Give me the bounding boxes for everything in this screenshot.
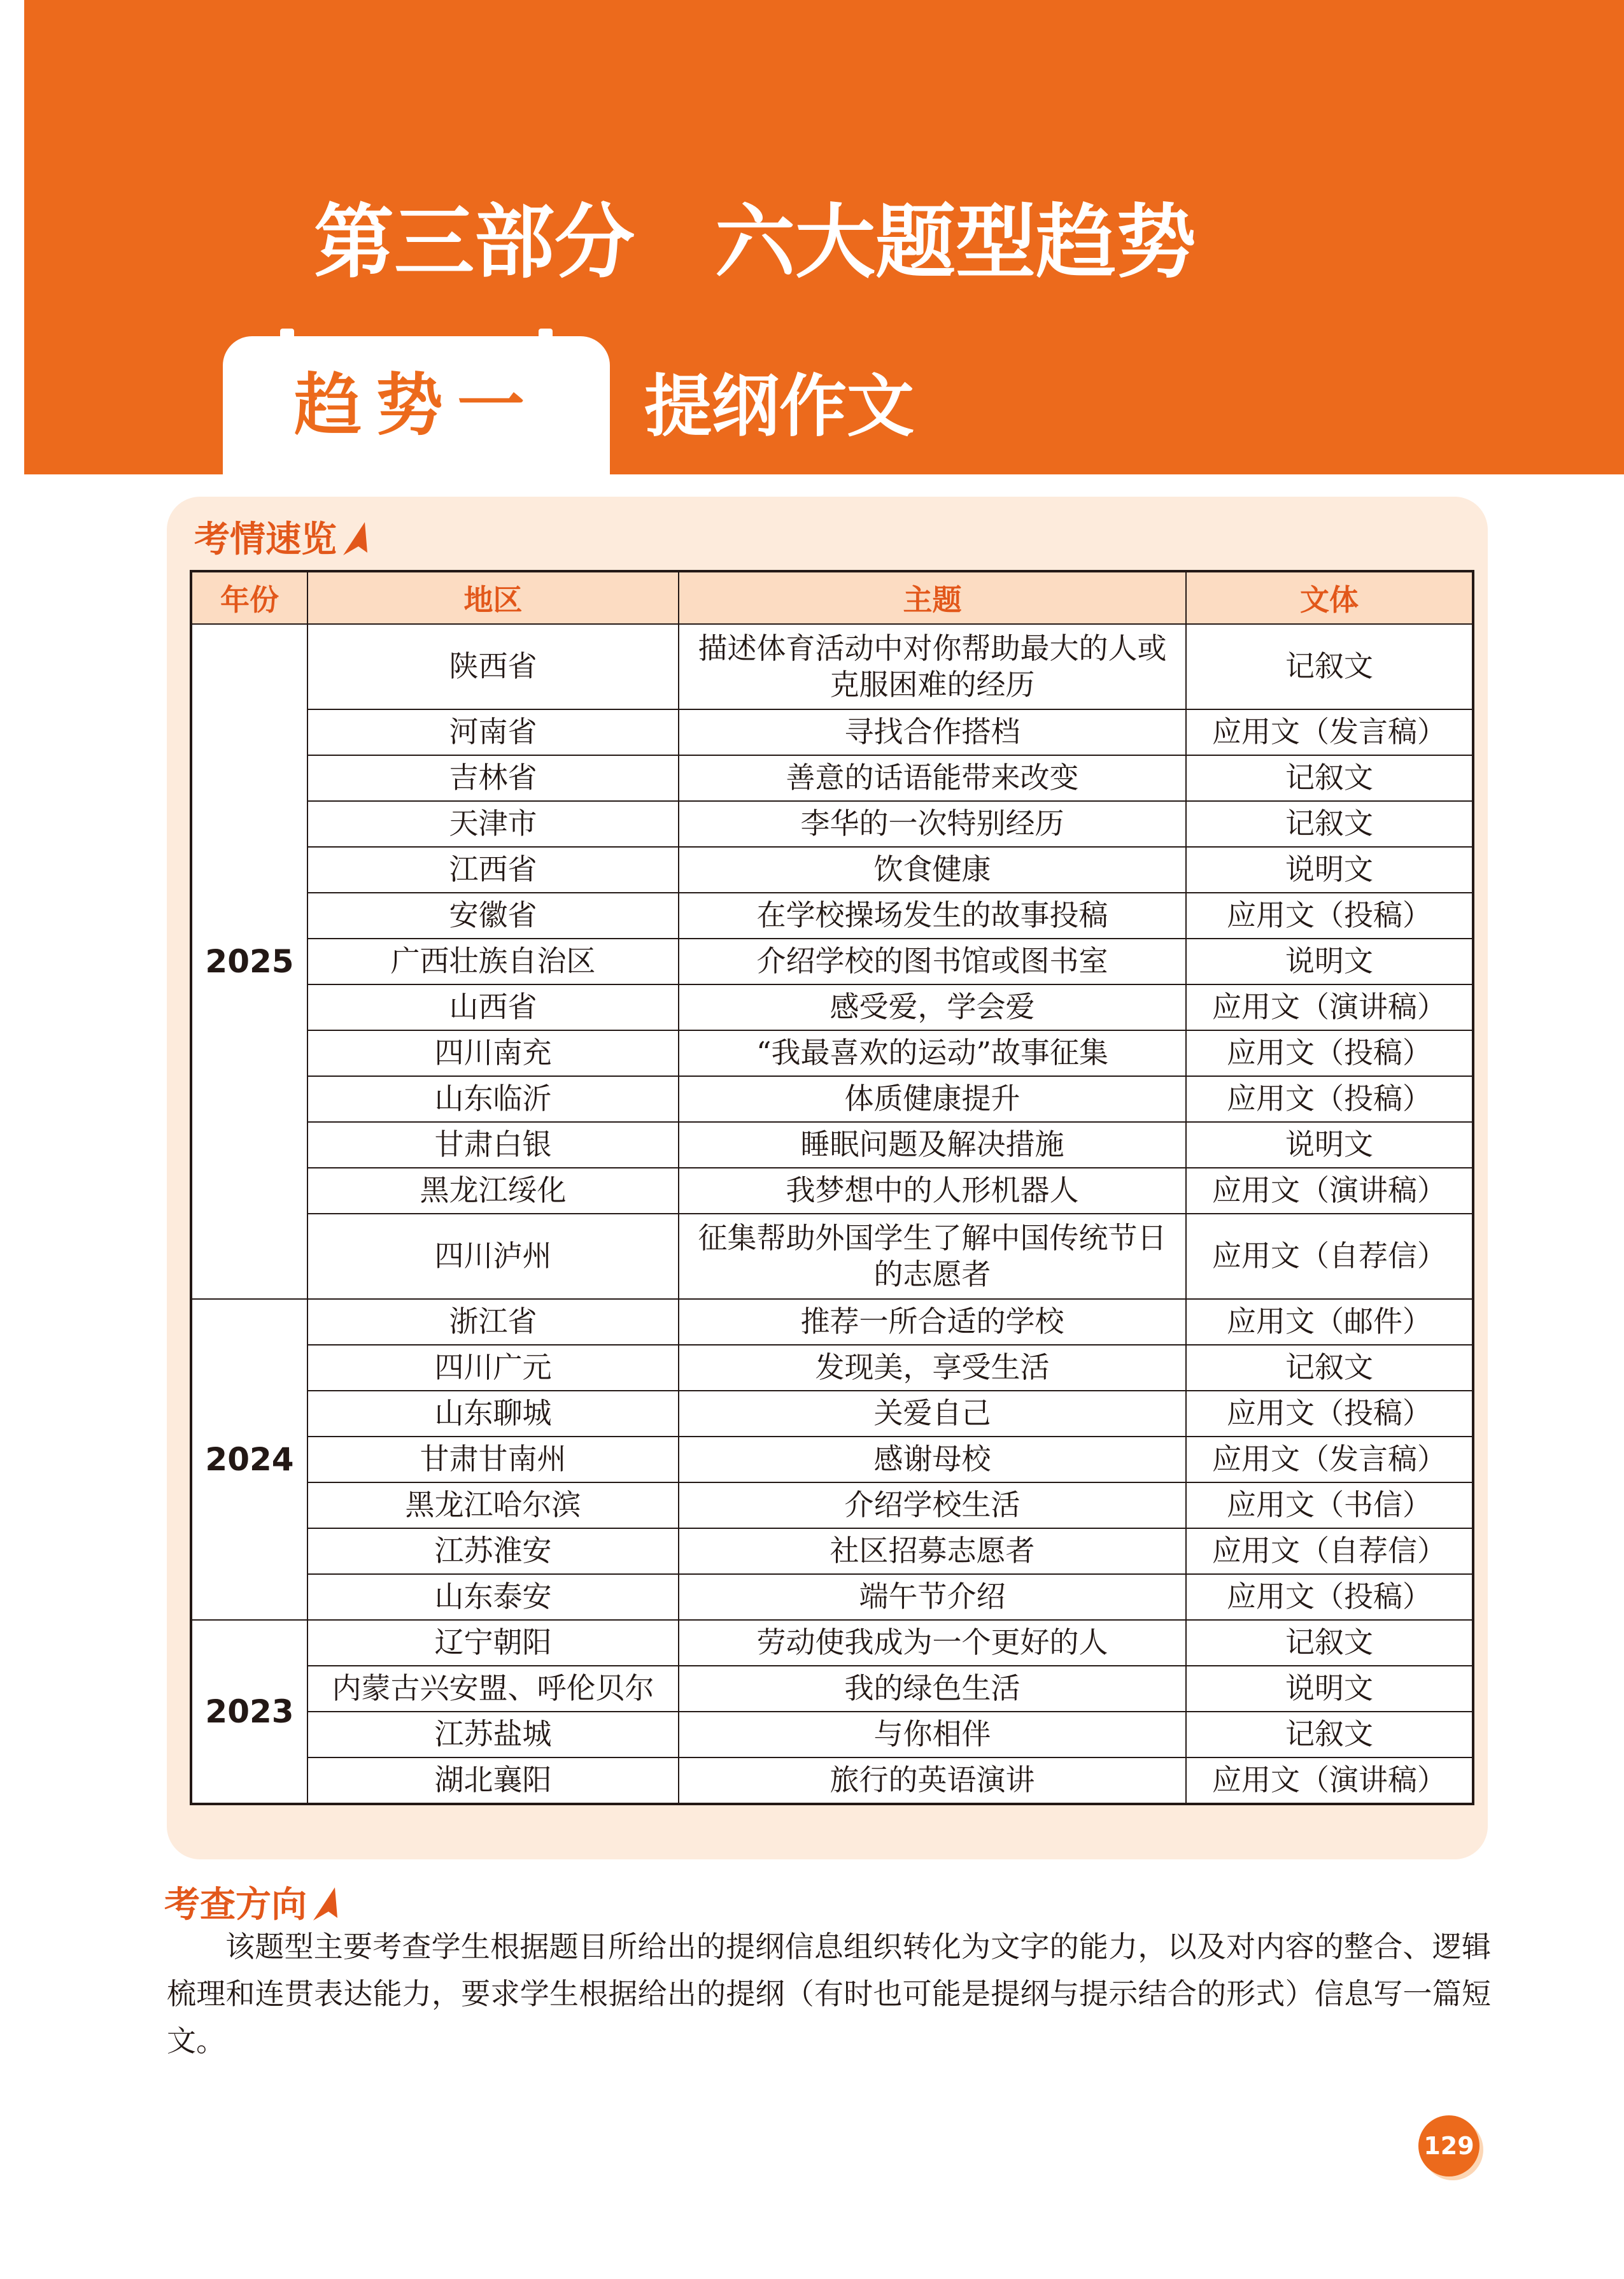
table-row [191, 939, 1473, 984]
topic-cell: 感受爱，学会爱 [679, 984, 1186, 1030]
overview-heading [194, 521, 370, 558]
region-cell: 江苏淮安 [307, 1528, 679, 1574]
genre-cell: 应用文（发言稿） [1186, 709, 1473, 755]
topic-cell: 征集帮助外国学生了解中国传统节日的志愿者 [679, 1214, 1186, 1299]
overview-heading-text: 考情速览 [194, 519, 337, 560]
overview-table [190, 570, 1474, 1805]
table-row [191, 1345, 1473, 1391]
table-row [191, 624, 1473, 709]
trend-tab [223, 336, 610, 474]
genre-cell: 应用文（书信） [1186, 1482, 1473, 1528]
genre-cell: 应用文（演讲稿） [1186, 1168, 1473, 1214]
region-cell: 吉林省 [307, 755, 679, 801]
topic-cell: 睡眠问题及解决措施 [679, 1122, 1186, 1168]
region-cell: 四川广元 [307, 1345, 679, 1391]
topic-cell: 推荐一所合适的学校 [679, 1299, 1186, 1345]
genre-cell: 应用文（自荐信） [1186, 1214, 1473, 1299]
table-row [191, 1482, 1473, 1528]
genre-cell: 应用文（投稿） [1186, 1391, 1473, 1437]
genre-cell: 应用文（演讲稿） [1186, 1757, 1473, 1804]
region-cell: 内蒙古兴安盟、呼伦贝尔 [307, 1666, 679, 1712]
region-cell: 山西省 [307, 984, 679, 1030]
topic-cell: 与你相伴 [679, 1712, 1186, 1757]
topic-cell: “我最喜欢的运动”故事征集 [679, 1030, 1186, 1076]
topic-cell: 善意的话语能带来改变 [679, 755, 1186, 801]
table-row [191, 1030, 1473, 1076]
table-row [191, 1620, 1473, 1666]
genre-cell: 说明文 [1186, 939, 1473, 984]
page-number: 129 [1423, 2132, 1474, 2160]
table-row [191, 1528, 1473, 1574]
topic-cell: 寻找合作搭档 [679, 709, 1186, 755]
part-title: 第三部分 六大题型趋势 [314, 195, 1196, 289]
topic-cell: 发现美，享受生活 [679, 1345, 1186, 1391]
region-cell: 四川泸州 [307, 1214, 679, 1299]
direction-heading [164, 1884, 340, 1926]
table-row [191, 709, 1473, 755]
genre-cell: 说明文 [1186, 1122, 1473, 1168]
table-header-row [191, 571, 1473, 624]
genre-cell: 记叙文 [1186, 1712, 1473, 1757]
topic-cell: 感谢母校 [679, 1437, 1186, 1482]
region-cell: 天津市 [307, 801, 679, 847]
column-header-genre: 文体 [1186, 571, 1473, 624]
topic-cell: 描述体育活动中对你帮助最大的人或克服困难的经历 [679, 624, 1186, 709]
genre-cell: 说明文 [1186, 1666, 1473, 1712]
table-row [191, 1757, 1473, 1804]
topic-cell: 李华的一次特别经历 [679, 801, 1186, 847]
table-row [191, 847, 1473, 893]
table-row [191, 1168, 1473, 1214]
topic-cell: 旅行的英语演讲 [679, 1757, 1186, 1804]
direction-heading-text: 考查方向 [164, 1884, 307, 1926]
genre-cell: 应用文（投稿） [1186, 893, 1473, 939]
trend-title: 提纲作文 [644, 366, 914, 446]
column-header-year: 年份 [191, 571, 307, 624]
region-cell: 湖北襄阳 [307, 1757, 679, 1804]
table-row [191, 755, 1473, 801]
region-cell: 辽宁朝阳 [307, 1620, 679, 1666]
table-row [191, 1437, 1473, 1482]
trend-label: 趋势一 [294, 365, 539, 444]
topic-cell: 介绍学校的图书馆或图书室 [679, 939, 1186, 984]
column-header-region: 地区 [307, 571, 679, 624]
year-cell: 2023 [191, 1620, 307, 1804]
region-cell: 山东泰安 [307, 1574, 679, 1620]
year-cell: 2025 [191, 624, 307, 1299]
header-banner [24, 0, 1624, 474]
genre-cell: 应用文（邮件） [1186, 1299, 1473, 1345]
arrow-icon [341, 521, 370, 557]
table-row [191, 984, 1473, 1030]
topic-cell: 我的绿色生活 [679, 1666, 1186, 1712]
table-row [191, 801, 1473, 847]
genre-cell: 记叙文 [1186, 624, 1473, 709]
topic-cell: 饮食健康 [679, 847, 1186, 893]
table-row [191, 1391, 1473, 1437]
genre-cell: 应用文（发言稿） [1186, 1437, 1473, 1482]
region-cell: 广西壮族自治区 [307, 939, 679, 984]
genre-cell: 记叙文 [1186, 1345, 1473, 1391]
genre-cell: 应用文（投稿） [1186, 1030, 1473, 1076]
topic-cell: 我梦想中的人形机器人 [679, 1168, 1186, 1214]
table-row [191, 1574, 1473, 1620]
region-cell: 江苏盐城 [307, 1712, 679, 1757]
genre-cell: 应用文（自荐信） [1186, 1528, 1473, 1574]
table-row [191, 1122, 1473, 1168]
genre-cell: 应用文（投稿） [1186, 1574, 1473, 1620]
topic-cell: 体质健康提升 [679, 1076, 1186, 1122]
topic-cell: 介绍学校生活 [679, 1482, 1186, 1528]
region-cell: 江西省 [307, 847, 679, 893]
topic-cell: 在学校操场发生的故事投稿 [679, 893, 1186, 939]
tab-notch-right [539, 329, 553, 357]
region-cell: 陕西省 [307, 624, 679, 709]
topic-cell: 社区招募志愿者 [679, 1528, 1186, 1574]
column-header-topic: 主题 [679, 571, 1186, 624]
region-cell: 山东聊城 [307, 1391, 679, 1437]
table-row [191, 1666, 1473, 1712]
genre-cell: 记叙文 [1186, 755, 1473, 801]
table-row [191, 1712, 1473, 1757]
genre-cell: 记叙文 [1186, 1620, 1473, 1666]
topic-cell: 劳动使我成为一个更好的人 [679, 1620, 1186, 1666]
region-cell: 黑龙江绥化 [307, 1168, 679, 1214]
region-cell: 甘肃白银 [307, 1122, 679, 1168]
genre-cell: 应用文（投稿） [1186, 1076, 1473, 1122]
region-cell: 安徽省 [307, 893, 679, 939]
region-cell: 河南省 [307, 709, 679, 755]
genre-cell: 说明文 [1186, 847, 1473, 893]
region-cell: 山东临沂 [307, 1076, 679, 1122]
tab-notch-left [280, 329, 294, 357]
table-row [191, 1076, 1473, 1122]
year-cell: 2024 [191, 1299, 307, 1620]
arrow-icon [311, 1886, 340, 1922]
region-cell: 黑龙江哈尔滨 [307, 1482, 679, 1528]
topic-cell: 端午节介绍 [679, 1574, 1186, 1620]
region-cell: 浙江省 [307, 1299, 679, 1345]
topic-cell: 关爱自己 [679, 1391, 1186, 1437]
region-cell: 四川南充 [307, 1030, 679, 1076]
page-number-badge [1418, 2115, 1479, 2176]
table-row [191, 1299, 1473, 1345]
genre-cell: 应用文（演讲稿） [1186, 984, 1473, 1030]
table-row [191, 1214, 1473, 1299]
direction-paragraph: 该题型主要考查学生根据题目所给出的提纲信息组织转化为文字的能力，以及对内容的整合、逻辑梳理和连贯表达能力，要求学生根据给出的提纲（有时也可能是提纲与提示结合的形式）信息写一篇短文。 [167, 1929, 1491, 2058]
table-row [191, 893, 1473, 939]
region-cell: 甘肃甘南州 [307, 1437, 679, 1482]
genre-cell: 记叙文 [1186, 801, 1473, 847]
